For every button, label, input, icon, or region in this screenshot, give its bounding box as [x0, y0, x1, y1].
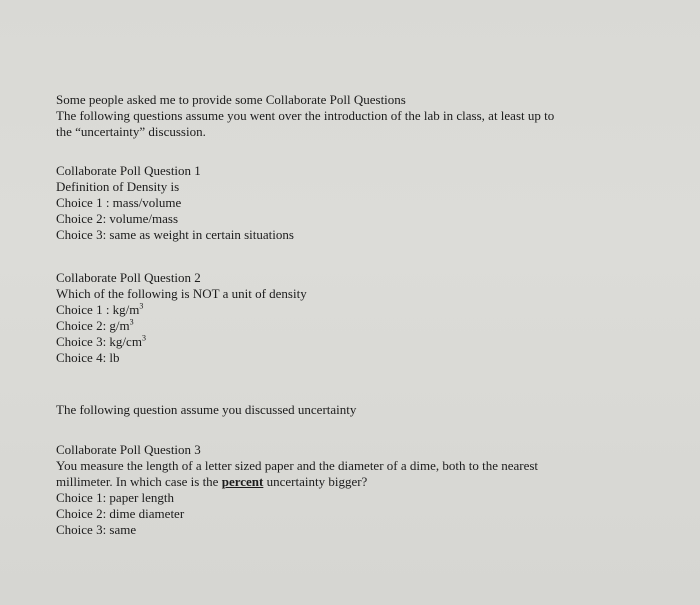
intro-line-1: Some people asked me to provide some Collaborate Poll Questions — [56, 92, 406, 107]
choice-4: Choice 4: lb — [56, 350, 120, 365]
choice-3-exponent: 3 — [141, 333, 146, 343]
question-title: Collaborate Poll Question 1 — [56, 163, 201, 178]
question-title: Collaborate Poll Question 3 — [56, 442, 201, 457]
choice-3: Choice 3: same as weight in certain situations — [56, 227, 294, 242]
choice-2-text: Choice 2: g/m — [56, 318, 130, 333]
question-title: Collaborate Poll Question 2 — [56, 270, 201, 285]
choice-3: Choice 3: same — [56, 522, 137, 537]
poll-question-1 — [56, 163, 616, 243]
intro-line-2: The following questions assume you went over the introduction of the lab in class, at least up to — [56, 108, 555, 123]
choice-2-exponent: 3 — [129, 317, 134, 327]
poll-question-3 — [56, 442, 616, 538]
choice-1-exponent: 3 — [139, 301, 144, 311]
question-prompt: Which of the following is NOT a unit of density — [56, 286, 307, 301]
question-prompt: Definition of Density is — [56, 179, 180, 194]
prompt-text-a: millimeter. In which case is the — [56, 474, 222, 489]
choice-3-text: Choice 3: kg/cm — [56, 334, 142, 349]
choice-3 — [56, 334, 616, 350]
note-text: The following question assume you discussed uncertainty — [56, 402, 357, 417]
choice-2 — [56, 318, 616, 334]
choice-1: Choice 1: paper length — [56, 490, 175, 505]
question-prompt-line-1: You measure the length of a letter sized paper and the diameter of a dime, both to the nearest — [56, 458, 539, 473]
intro-line-3: the “uncertainty” discussion. — [56, 124, 206, 139]
intro-paragraph — [56, 92, 616, 140]
choice-1: Choice 1 : mass/volume — [56, 195, 182, 210]
choice-1 — [56, 302, 616, 318]
choice-1-text: Choice 1 : kg/m — [56, 302, 140, 317]
uncertainty-note — [56, 402, 616, 418]
prompt-text-b: uncertainty bigger? — [263, 474, 368, 489]
choice-2: Choice 2: volume/mass — [56, 211, 179, 226]
emphasized-word: percent — [221, 474, 264, 489]
poll-question-2 — [56, 270, 616, 366]
question-prompt-line-2 — [56, 474, 616, 490]
choice-2: Choice 2: dime diameter — [56, 506, 185, 521]
